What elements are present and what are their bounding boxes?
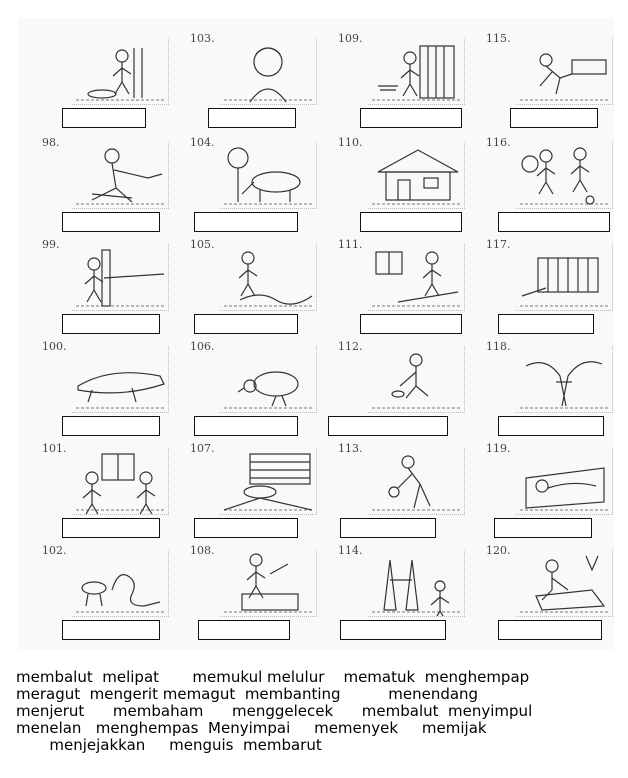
exercise-item — [186, 236, 326, 334]
word-line: menjejakkan menguis membarut — [16, 736, 322, 754]
boy-in-room-icon — [368, 244, 465, 311]
item-number: 105. — [190, 238, 215, 251]
item-number: 109. — [338, 32, 363, 45]
hen-pecking-icon — [220, 346, 317, 413]
person-sleeping-icon — [516, 448, 613, 515]
word-line: meragut mengerit memagut membanting menendang — [16, 685, 479, 703]
answer-box[interactable] — [62, 518, 160, 538]
word-bank — [16, 669, 620, 754]
answer-box[interactable] — [340, 620, 446, 640]
answer-box[interactable] — [340, 518, 436, 538]
exercise-item — [186, 440, 326, 538]
answer-box[interactable] — [62, 416, 160, 436]
item-number: 116. — [486, 136, 511, 149]
exercise-item — [186, 134, 326, 232]
animal-in-cage-icon — [516, 244, 613, 311]
answer-box[interactable] — [328, 416, 448, 436]
item-number: 112. — [338, 340, 363, 353]
answer-box[interactable] — [498, 620, 602, 640]
boy-bending-icon — [368, 448, 465, 515]
item-number: 102. — [42, 544, 67, 557]
exercise-item — [482, 542, 622, 640]
man-with-stick-icon — [72, 142, 169, 209]
item-number: 107. — [190, 442, 215, 455]
man-at-fence-icon — [368, 38, 465, 105]
exercise-item — [38, 134, 178, 232]
item-number: 114. — [338, 544, 363, 557]
man-pulling-rope-icon — [72, 244, 169, 311]
item-number: 108. — [190, 544, 215, 557]
word-line: menelan menghempas Menyimpai memenyek memijak — [16, 719, 487, 737]
item-number: 99. — [42, 238, 60, 251]
exercise-item — [38, 236, 178, 334]
boy-portrait-icon — [220, 38, 317, 105]
answer-box[interactable] — [360, 314, 462, 334]
item-number: 100. — [42, 340, 67, 353]
exercise-item — [334, 338, 474, 436]
exercise-item — [186, 542, 326, 640]
answer-box[interactable] — [194, 416, 298, 436]
answer-box[interactable] — [62, 212, 160, 232]
answer-box[interactable] — [360, 108, 462, 128]
answer-box[interactable] — [198, 620, 290, 640]
exercise-item — [482, 30, 622, 128]
exercise-item — [186, 30, 326, 128]
boy-and-snake-icon — [220, 244, 317, 311]
boys-football-icon — [516, 142, 613, 209]
answer-box[interactable] — [494, 518, 592, 538]
item-number: 104. — [190, 136, 215, 149]
exercise-item — [38, 338, 178, 436]
man-drumming-icon — [220, 550, 317, 617]
crocodile-icon — [72, 346, 169, 413]
item-number: 115. — [486, 32, 511, 45]
snake-and-animal-icon — [72, 550, 169, 617]
answer-box[interactable] — [62, 620, 160, 640]
boy-at-tree-icon — [72, 38, 169, 105]
twin-towers-icon — [368, 550, 465, 617]
item-number: 113. — [338, 442, 363, 455]
boy-kneeling-icon — [368, 346, 465, 413]
exercise-item — [334, 440, 474, 538]
hands-tying-icon — [516, 346, 613, 413]
item-number: 120. — [486, 544, 511, 557]
exercise-item — [482, 134, 622, 232]
item-number: 106. — [190, 340, 215, 353]
boy-running-icon — [516, 38, 613, 105]
buffalo-grazing-icon — [220, 142, 317, 209]
item-number: 118. — [486, 340, 511, 353]
exercise-item — [482, 440, 622, 538]
exercise-item — [186, 338, 326, 436]
word-line: menjerut membaham menggelecek membalut menyimpul — [16, 702, 533, 720]
answer-box[interactable] — [360, 212, 462, 232]
exercise-item — [38, 440, 178, 538]
word-line: membalut melipat memukul melulur mematuk menghempap — [16, 668, 530, 686]
answer-box[interactable] — [498, 314, 594, 334]
item-number: 101. — [42, 442, 67, 455]
item-number: 111. — [338, 238, 363, 251]
answer-box[interactable] — [62, 314, 160, 334]
answer-box[interactable] — [62, 108, 146, 128]
answer-box[interactable] — [510, 108, 598, 128]
exercise-item — [334, 134, 474, 232]
worksheet — [18, 18, 614, 650]
exercise-item — [38, 542, 178, 640]
item-number: 117. — [486, 238, 511, 251]
answer-box[interactable] — [194, 212, 298, 232]
exercise-item — [482, 236, 622, 334]
exercise-item — [482, 338, 622, 436]
exercise-item — [334, 236, 474, 334]
answer-box[interactable] — [208, 108, 296, 128]
cat-under-bench-icon — [220, 448, 317, 515]
item-number: 103. — [190, 32, 215, 45]
exercise-item — [38, 30, 178, 128]
answer-box[interactable] — [194, 314, 298, 334]
exercise-item — [334, 30, 474, 128]
answer-box[interactable] — [498, 212, 610, 232]
item-number: 98. — [42, 136, 60, 149]
item-number: 110. — [338, 136, 363, 149]
answer-box[interactable] — [498, 416, 604, 436]
wooden-house-icon — [368, 142, 465, 209]
family-at-window-icon — [72, 448, 169, 515]
woman-folding-cloth-icon — [516, 550, 613, 617]
answer-box[interactable] — [194, 518, 298, 538]
item-number: 119. — [486, 442, 511, 455]
exercise-item — [334, 542, 474, 640]
